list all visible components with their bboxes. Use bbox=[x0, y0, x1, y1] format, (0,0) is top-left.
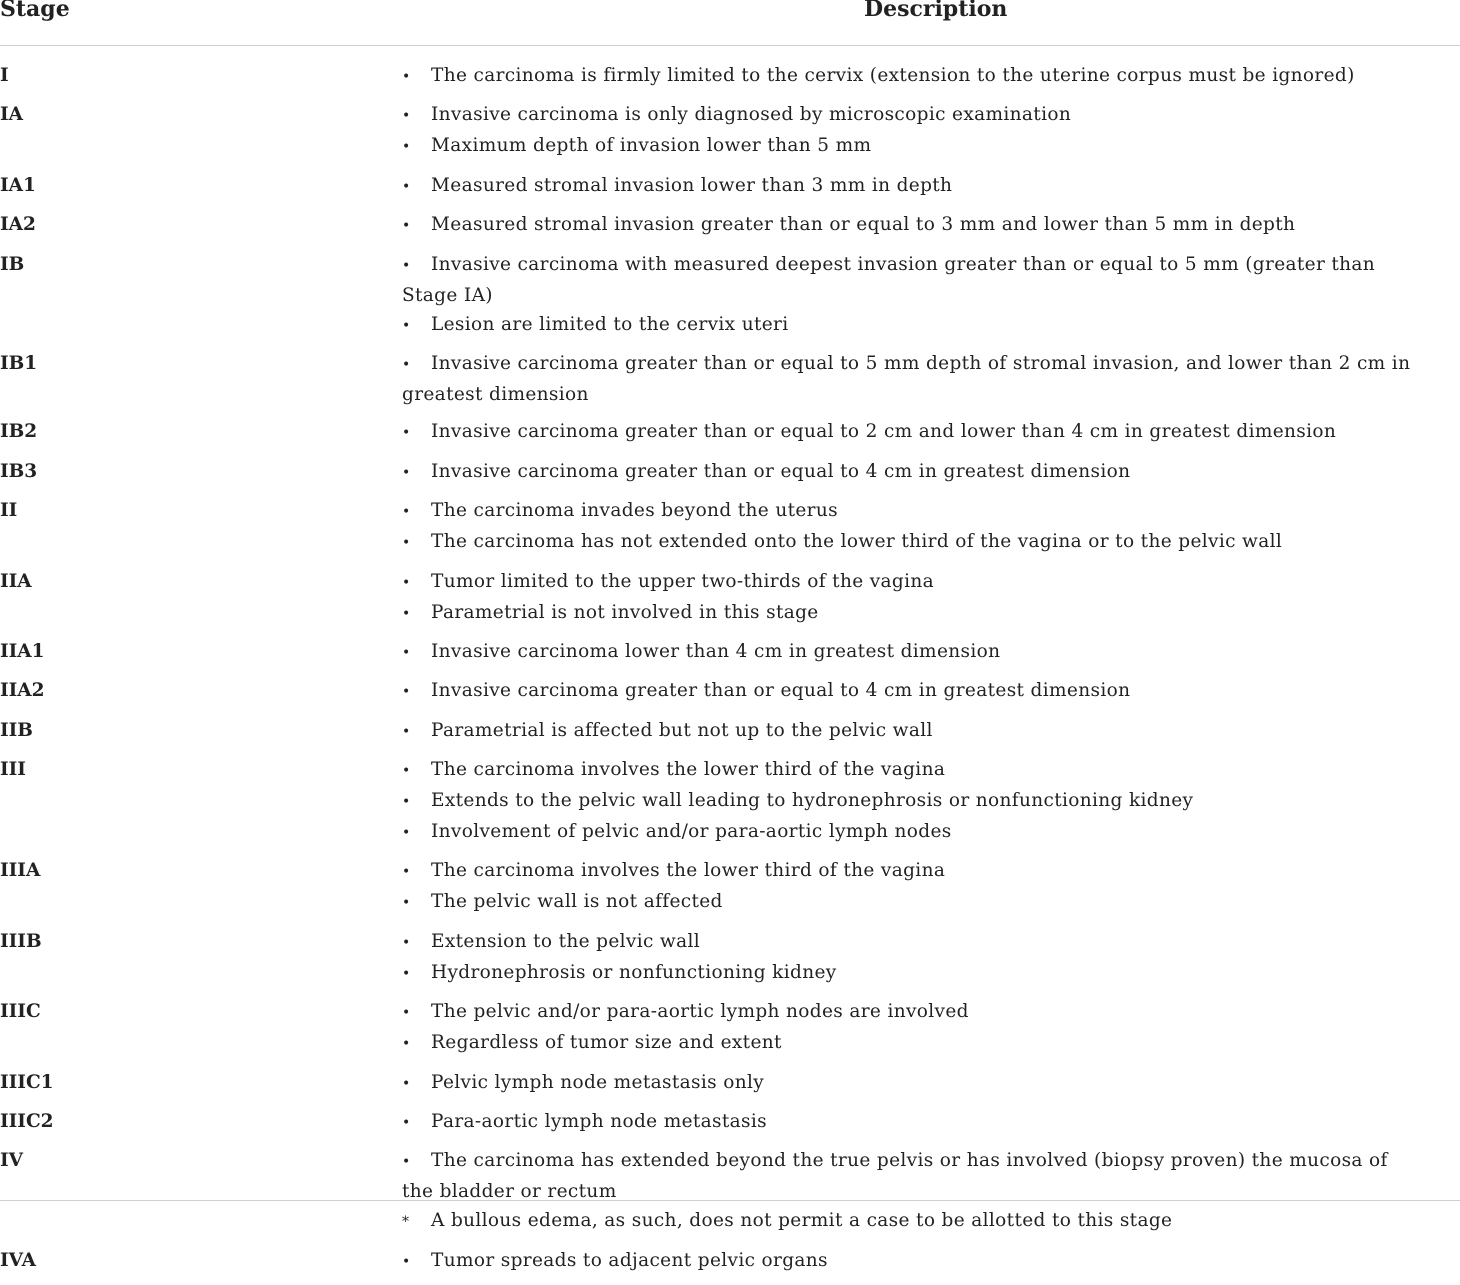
stage-cell: IIA bbox=[0, 570, 32, 592]
description-cell bbox=[402, 210, 1412, 241]
stage-cell: IIB bbox=[0, 719, 33, 741]
stage-cell: IIA1 bbox=[0, 640, 45, 662]
bullet-icon: • bbox=[402, 317, 411, 334]
bullet-icon: • bbox=[402, 178, 411, 195]
bullet-text: Parametrial is not involved in this stage bbox=[431, 601, 819, 623]
bullet-text: Invasive carcinoma lower than 4 cm in greatest dimension bbox=[431, 640, 1001, 662]
description-bullet bbox=[402, 676, 1412, 707]
bullet-icon: • bbox=[402, 684, 411, 701]
bullet-icon: • bbox=[402, 605, 411, 622]
description-cell bbox=[402, 856, 1412, 918]
table-row bbox=[0, 567, 1460, 629]
bullet-text: The carcinoma is firmly limited to the cervix (extension to the uterine corpus must be ignored) bbox=[431, 65, 1355, 86]
description-cell bbox=[402, 755, 1412, 848]
description-cell bbox=[402, 1246, 1412, 1277]
stage-column-header: Stage bbox=[0, 0, 70, 22]
stage-cell: IVA bbox=[0, 1249, 36, 1271]
table-row bbox=[0, 997, 1460, 1059]
bullet-icon: • bbox=[402, 356, 411, 373]
table-row bbox=[0, 676, 1460, 707]
bullet-text: The carcinoma has extended beyond the true pelvis or has involved (biopsy proven) the mucosa of the bladder or rectum bbox=[402, 1150, 1388, 1203]
bullet-text: Invasive carcinoma is only diagnosed by microscopic examination bbox=[431, 104, 1072, 126]
description-bullet bbox=[402, 716, 1412, 747]
bullet-icon: • bbox=[402, 69, 411, 85]
bullet-icon: • bbox=[402, 464, 411, 481]
bullet-text: Parametrial is affected but not up to the pelvic wall bbox=[431, 719, 933, 741]
table-row bbox=[0, 1246, 1460, 1277]
stage-cell: IB1 bbox=[0, 352, 38, 374]
description-cell bbox=[402, 637, 1412, 668]
table-row bbox=[0, 250, 1460, 341]
description-cell bbox=[402, 100, 1412, 162]
table-row bbox=[0, 637, 1460, 668]
table-row bbox=[0, 496, 1460, 558]
description-cell bbox=[402, 716, 1412, 747]
table-bottom-rule bbox=[0, 1200, 1460, 1201]
bullet-icon: • bbox=[402, 723, 411, 740]
description-bullet bbox=[402, 887, 1412, 918]
bullet-icon: • bbox=[402, 1253, 411, 1270]
bullet-icon: • bbox=[402, 825, 411, 842]
description-cell bbox=[402, 417, 1412, 448]
bullet-text: Invasive carcinoma greater than or equal to 4 cm in greatest dimension bbox=[431, 460, 1131, 482]
description-cell bbox=[402, 1146, 1412, 1237]
stage-cell: IA bbox=[0, 104, 24, 126]
description-bullet bbox=[402, 637, 1412, 668]
description-bullet bbox=[402, 927, 1412, 958]
bullet-text: Measured stromal invasion lower than 3 mm in depth bbox=[431, 174, 953, 196]
stage-cell: IB3 bbox=[0, 460, 38, 482]
description-bullet bbox=[402, 100, 1412, 131]
description-bullet bbox=[402, 310, 1412, 341]
description-bullet bbox=[402, 1028, 1412, 1059]
bullet-text: Tumor limited to the upper two-thirds of the vagina bbox=[431, 570, 935, 592]
table-header bbox=[0, 0, 1460, 46]
bullet-icon: • bbox=[402, 1154, 411, 1171]
description-cell bbox=[402, 171, 1412, 202]
bullet-icon: • bbox=[402, 644, 411, 661]
bullet-text: Lesion are limited to the cervix uteri bbox=[431, 313, 789, 335]
description-bullet bbox=[402, 1068, 1412, 1099]
stage-cell: IIIC bbox=[0, 1001, 41, 1023]
bullet-text: The carcinoma invades beyond the uterus bbox=[431, 500, 838, 522]
bullet-icon: • bbox=[402, 1115, 411, 1132]
table-row bbox=[0, 171, 1460, 202]
bullet-icon: • bbox=[402, 1005, 411, 1022]
bullet-icon: • bbox=[402, 108, 411, 125]
bullet-text: The carcinoma has not extended onto the lower third of the vagina or to the pelvic wall bbox=[431, 531, 1283, 553]
bullet-text: Para-aortic lymph node metastasis bbox=[431, 1111, 768, 1133]
bullet-icon: • bbox=[402, 139, 411, 156]
table-row bbox=[0, 716, 1460, 747]
table-body bbox=[0, 61, 1460, 1285]
table-row bbox=[0, 210, 1460, 241]
bullet-icon: • bbox=[402, 504, 411, 521]
stage-cell: IIIC2 bbox=[0, 1111, 54, 1133]
table-row bbox=[0, 1146, 1460, 1237]
description-bullet bbox=[402, 786, 1412, 817]
description-cell bbox=[402, 250, 1412, 341]
table-row bbox=[0, 1068, 1460, 1099]
asterisk-icon: * bbox=[402, 1214, 410, 1231]
stage-cell: IA2 bbox=[0, 214, 36, 236]
stage-cell: IIIB bbox=[0, 930, 42, 952]
description-cell bbox=[402, 927, 1412, 989]
description-column-header: Description bbox=[864, 0, 1008, 22]
description-bullet bbox=[402, 496, 1412, 527]
bullet-text: Extends to the pelvic wall leading to hydronephrosis or nonfunctioning kidney bbox=[431, 790, 1194, 812]
stage-cell: IV bbox=[0, 1150, 24, 1172]
table-row bbox=[0, 417, 1460, 448]
table-row bbox=[0, 100, 1460, 162]
bullet-text: Measured stromal invasion greater than or equal to 3 mm and lower than 5 mm in depth bbox=[431, 214, 1296, 236]
bullet-text: The pelvic wall is not affected bbox=[431, 891, 723, 913]
bullet-text: Invasive carcinoma greater than or equal to 4 cm in greatest dimension bbox=[431, 680, 1131, 702]
stage-cell: II bbox=[0, 500, 18, 522]
table-row bbox=[0, 927, 1460, 989]
bullet-text: Hydronephrosis or nonfunctioning kidney bbox=[431, 961, 837, 983]
description-cell bbox=[402, 1068, 1412, 1099]
description-bullet bbox=[402, 210, 1412, 241]
bullet-text: Regardless of tumor size and extent bbox=[431, 1032, 782, 1054]
stage-cell: IB bbox=[0, 253, 25, 275]
description-bullet bbox=[402, 1146, 1412, 1206]
bullet-text: Maximum depth of invasion lower than 5 mm bbox=[431, 135, 872, 157]
description-cell bbox=[402, 457, 1412, 488]
description-bullet bbox=[402, 817, 1412, 848]
bullet-text: Tumor spreads to adjacent pelvic organs bbox=[431, 1249, 828, 1271]
table-row bbox=[0, 856, 1460, 918]
description-bullet bbox=[402, 958, 1412, 989]
bullet-icon: • bbox=[402, 895, 411, 912]
bullet-text: Extension to the pelvic wall bbox=[431, 930, 701, 952]
description-bullet bbox=[402, 131, 1412, 162]
stage-cell: III bbox=[0, 759, 26, 781]
bullet-text: The carcinoma involves the lower third of the vagina bbox=[431, 759, 946, 781]
bullet-text: Pelvic lymph node metastasis only bbox=[431, 1071, 765, 1093]
bullet-icon: • bbox=[402, 763, 411, 780]
description-cell bbox=[402, 1107, 1412, 1138]
bullet-text: The pelvic and/or para-aortic lymph nodes are involved bbox=[431, 1001, 969, 1023]
bullet-text: Invasive carcinoma with measured deepest invasion greater than or equal to 5 mm (greater than Stage IA) bbox=[402, 253, 1376, 306]
bullet-icon: • bbox=[402, 257, 411, 274]
description-bullet bbox=[402, 1206, 1412, 1237]
table-row bbox=[0, 61, 1460, 92]
bullet-icon: • bbox=[402, 574, 411, 591]
bullet-text: Invasive carcinoma greater than or equal to 2 cm and lower than 4 cm in greatest dimension bbox=[431, 421, 1337, 443]
bullet-icon: • bbox=[402, 794, 411, 811]
stage-cell: IIA2 bbox=[0, 680, 45, 702]
bullet-icon: • bbox=[402, 218, 411, 235]
description-bullet bbox=[402, 567, 1412, 598]
description-bullet bbox=[402, 527, 1412, 558]
stage-cell: IIIA bbox=[0, 860, 41, 882]
description-bullet bbox=[402, 171, 1412, 202]
bullet-icon: • bbox=[402, 425, 411, 442]
description-bullet bbox=[402, 755, 1412, 786]
bullet-icon: • bbox=[402, 864, 411, 881]
description-bullet bbox=[402, 61, 1412, 92]
stage-cell: IB2 bbox=[0, 421, 38, 443]
description-cell bbox=[402, 496, 1412, 558]
stage-cell: IIIC1 bbox=[0, 1071, 54, 1093]
description-cell bbox=[402, 997, 1412, 1059]
bullet-icon: • bbox=[402, 965, 411, 982]
description-bullet bbox=[402, 856, 1412, 887]
stage-cell: IA1 bbox=[0, 174, 36, 196]
bullet-icon: • bbox=[402, 1036, 411, 1053]
bullet-text: Invasive carcinoma greater than or equal to 5 mm depth of stromal invasion, and lower than 2 cm in greatest dimension bbox=[402, 352, 1411, 405]
description-bullet bbox=[402, 250, 1412, 310]
description-bullet bbox=[402, 1246, 1412, 1277]
bullet-text: The carcinoma involves the lower third of the vagina bbox=[431, 860, 946, 882]
bullet-icon: • bbox=[402, 934, 411, 951]
description-cell bbox=[402, 349, 1412, 409]
description-bullet bbox=[402, 349, 1412, 409]
description-bullet bbox=[402, 417, 1412, 448]
table-row bbox=[0, 1107, 1460, 1138]
description-cell bbox=[402, 567, 1412, 629]
table-row bbox=[0, 755, 1460, 848]
description-bullet bbox=[402, 598, 1412, 629]
bullet-text: Involvement of pelvic and/or para-aortic lymph nodes bbox=[431, 821, 952, 843]
bullet-icon: • bbox=[402, 535, 411, 552]
table-row bbox=[0, 457, 1460, 488]
description-bullet bbox=[402, 1107, 1412, 1138]
bullet-icon: • bbox=[402, 1075, 411, 1092]
bullet-text: A bullous edema, as such, does not permit a case to be allotted to this stage bbox=[431, 1210, 1173, 1232]
description-bullet bbox=[402, 457, 1412, 488]
stage-cell: I bbox=[0, 65, 9, 86]
description-cell bbox=[402, 676, 1412, 707]
description-bullet bbox=[402, 997, 1412, 1028]
description-cell bbox=[402, 61, 1412, 92]
table-row bbox=[0, 349, 1460, 409]
